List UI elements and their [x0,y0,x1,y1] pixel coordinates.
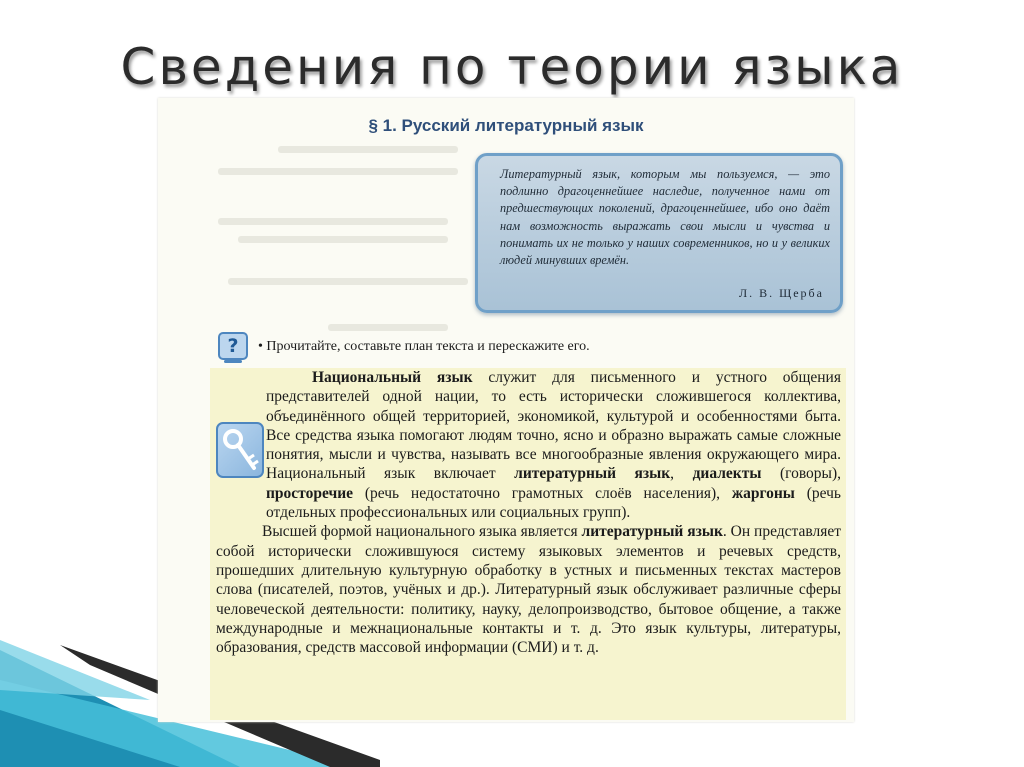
slide-title: Сведения по теории языка [120,38,904,96]
paragraph-national-language: Национальный язык служит для письменного и устного общения представителей одной нации, то есть исторически сложившегося коллектива, объединённого общей территорией, экономикой, культурой и особенностями быта. Все средства языка помогают людям точно, ясно и образно выражать самые сложные понятия, мысли и чувства, называть все многообразные явления окружающего мира. Национальный язык включает литературный язык, диалекты (говоры), просторечие (речь недостаточно грамотных слоёв населения), жаргоны (речь отдельных профессиональных или социальных групп). [266,369,842,522]
task-instruction: • Прочитайте, составьте план текста и перескажите его. [258,339,590,354]
paragraph-literary-language: Высшей формой национального языка является литературный язык. Он представляет собой исторически сложившуюся систему языковых элементов и речевых средств, прошедших длительную культурную обработку в устных и письменных текстах мастеров слова (писателей, поэтов, учёных и др.). Литературный язык обслуживает различные сферы человеческой деятельности: политику, науку, делопроизводство, бытовое общение, а также международные и межнациональные контакты и т. д. Это язык культуры, литературы, образования, средств массовой информации (СМИ) и т. д. [216,523,841,657]
epigraph-author: Л. В. Щерба [738,286,824,300]
textbook-page [158,98,854,722]
question-icon: ? [218,332,248,360]
theory-text [216,368,841,657]
theory-text-block [210,368,846,720]
epigraph-text: Литературный язык, которым мы пользуемся, — это подлинно драгоценнейшее наследие, полученное нами от предшествующих поколений, драгоценнейшее, ибо оно даёт нам возможность выражать свои мысли и чувства и понимать их не только у наших современников, но и у великих людей минувших времён. [500,167,830,268]
epigraph-box [475,153,843,313]
section-title: § 1. Русский литературный язык [368,116,644,135]
